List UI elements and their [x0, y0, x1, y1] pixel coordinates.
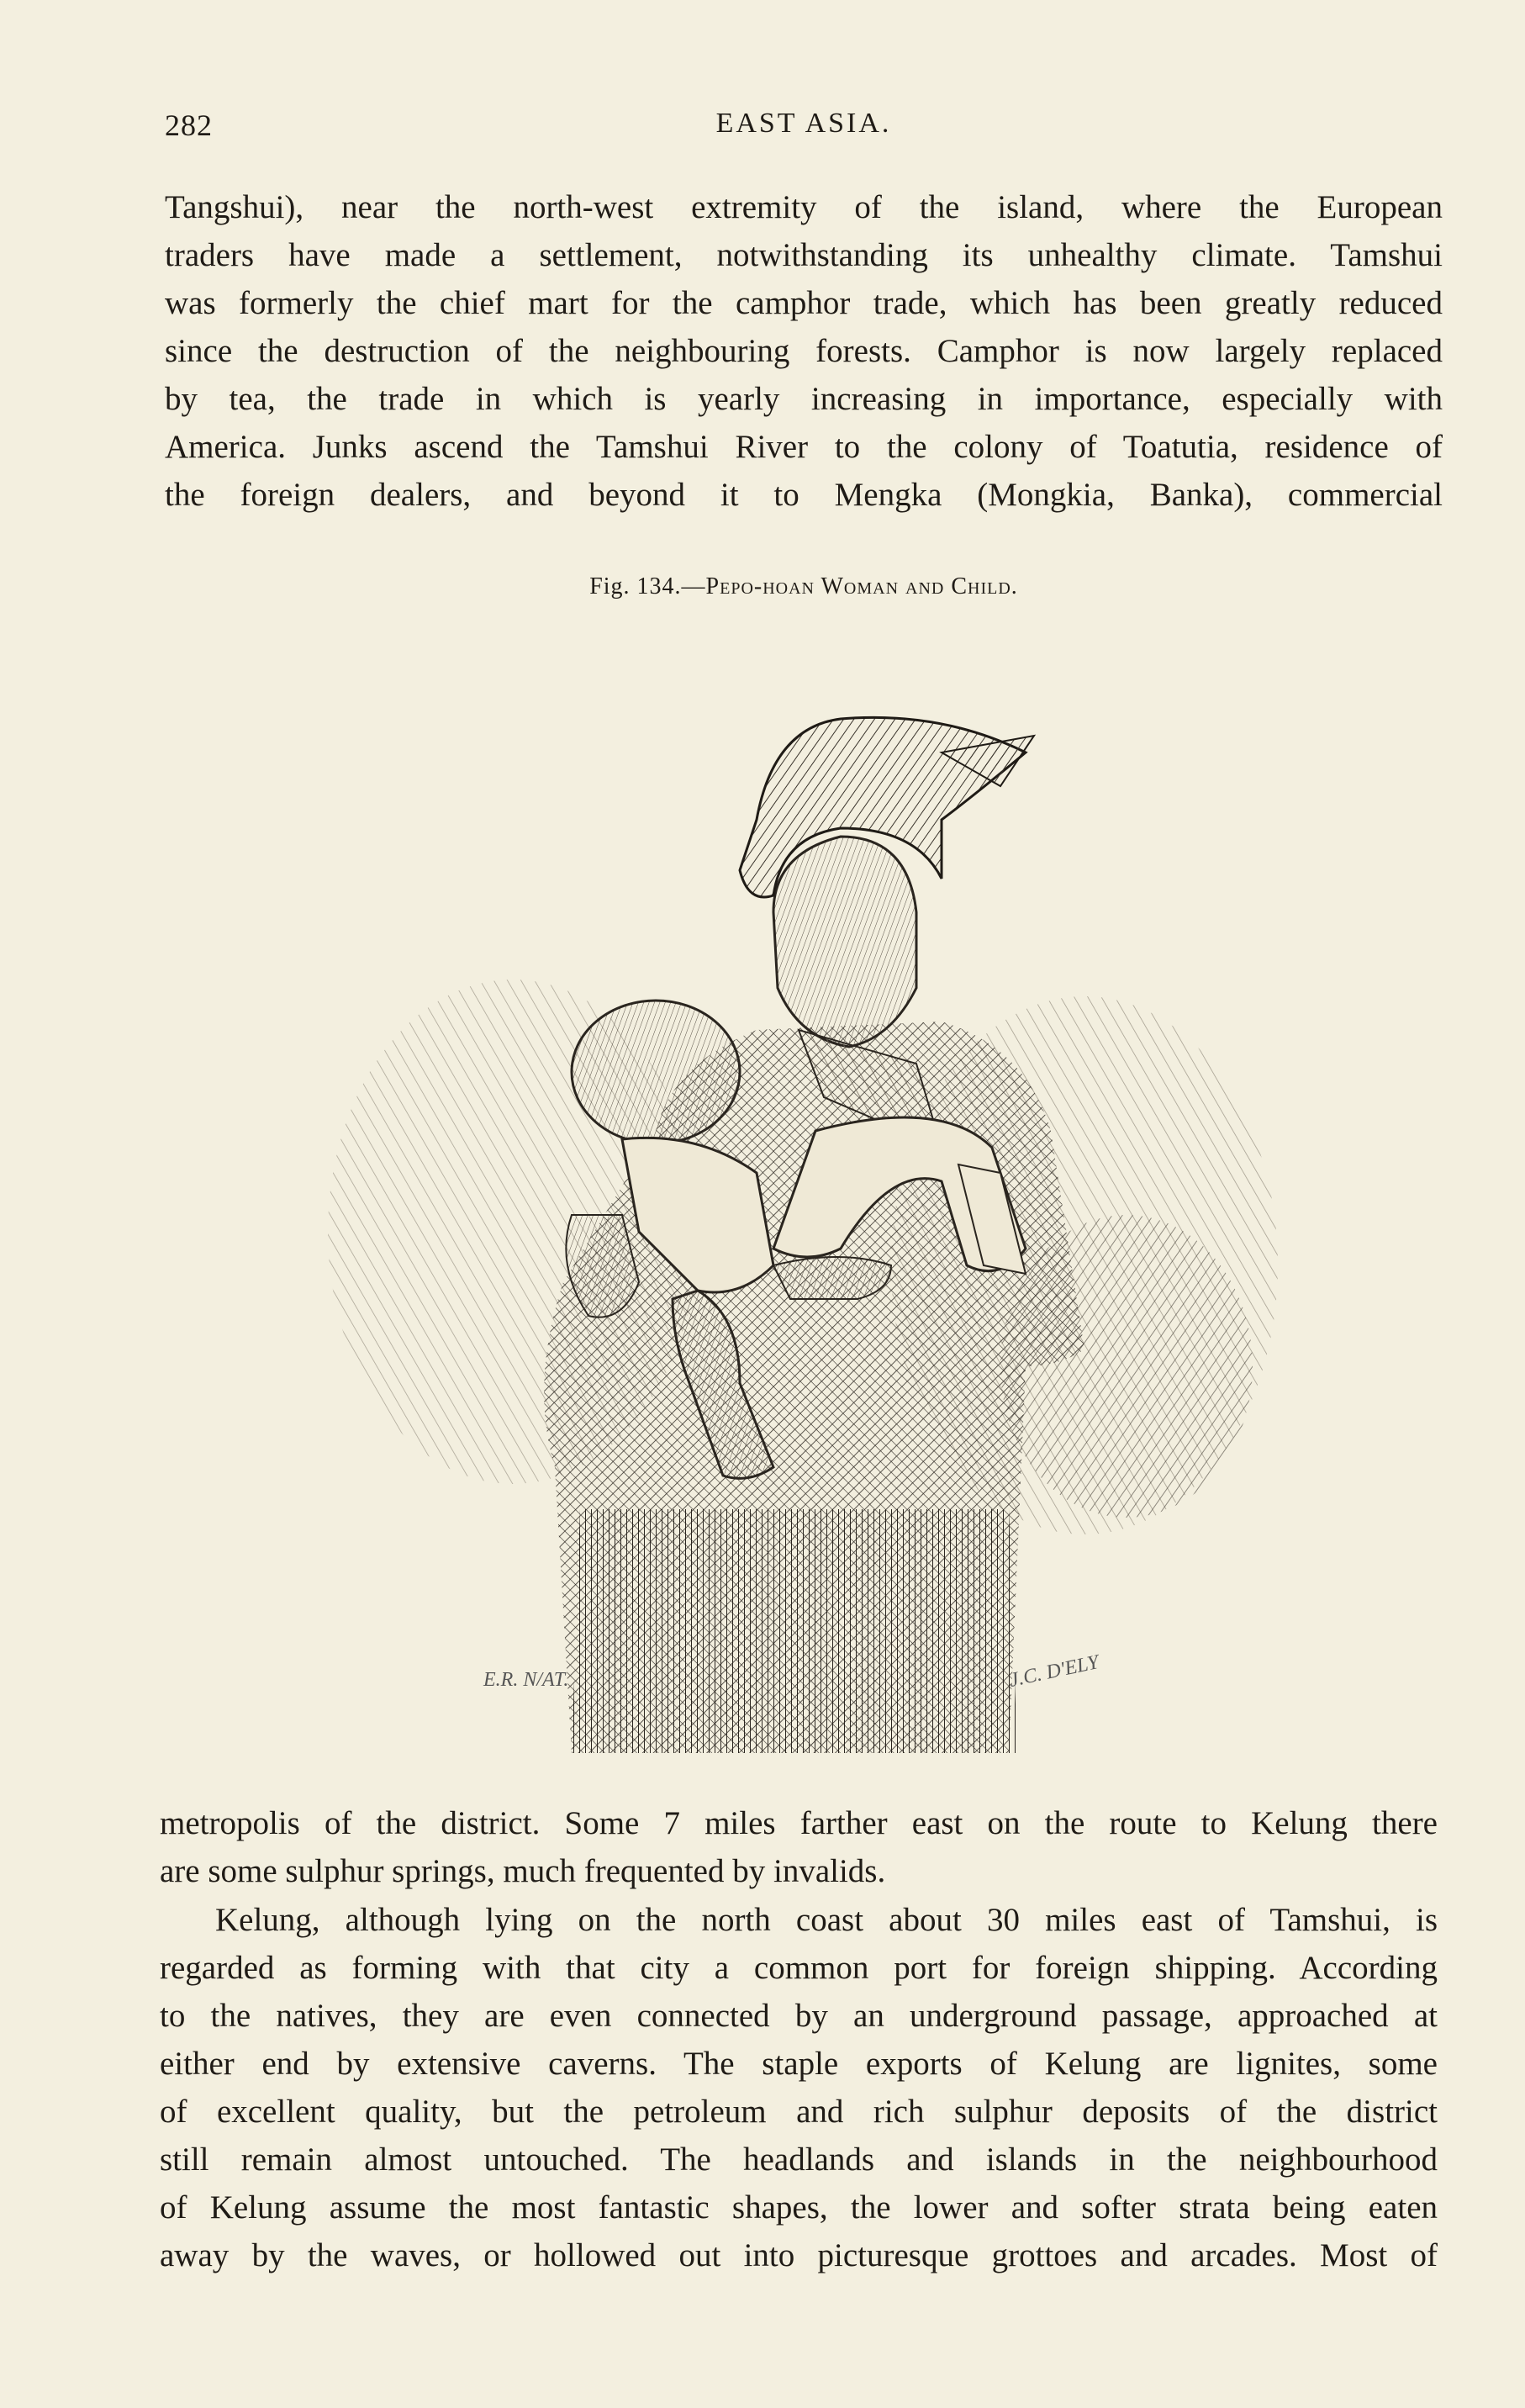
- bottom-paragraph-2: [160, 1896, 1438, 2279]
- text-line: to the natives, they are even connected by an underground passage, approached at: [160, 1998, 1438, 2034]
- text-line: was formerly the chief mart for the camphor trade, which has been greatly reduced: [165, 285, 1443, 321]
- text-line: are some sulphur springs, much frequented by invalids.: [160, 1853, 886, 1889]
- text-line: still remain almost untouched. The headlands and islands in the neighbourhood: [160, 2141, 1438, 2178]
- text-line: away by the waves, or hollowed out into picturesque grottoes and arcades. Most of: [160, 2237, 1438, 2273]
- engraver-signature-left: E.R. N/AT.: [483, 1669, 569, 1691]
- running-head: EAST ASIA.: [715, 108, 892, 139]
- engraving-illustration: [303, 626, 1278, 1753]
- text-line: regarded as forming with that city a common port for foreign shipping. According: [160, 1950, 1438, 1986]
- text-line: either end by extensive caverns. The staple exports of Kelung are lignites, some: [160, 2046, 1438, 2082]
- figure-title: Pepo-hoan Woman and Child.: [705, 573, 1018, 599]
- engraver-signature-right: J.C. D'ELY: [1007, 1651, 1101, 1692]
- text-line: by tea, the trade in which is yearly increasing in importance, especially with: [165, 381, 1443, 417]
- text-line: America. Junks ascend the Tamshui River to the colony of Toatutia, residence of: [165, 429, 1443, 465]
- engraving-svg: [303, 626, 1278, 1753]
- top-paragraph: [165, 183, 1443, 519]
- page-header: [165, 108, 1443, 150]
- text-line: the foreign dealers, and beyond it to Mengka (Mongkia, Banka), commercial: [165, 477, 1443, 513]
- page-number: 282: [165, 108, 213, 142]
- figure-caption: [165, 573, 1443, 600]
- text-line: of excellent quality, but the petroleum and rich sulphur deposits of the district: [160, 2094, 1438, 2130]
- text-line: metropolis of the district. Some 7 miles farther east on the route to Kelung there: [160, 1805, 1438, 1841]
- text-line: traders have made a settlement, notwithstanding its unhealthy climate. Tamshui: [165, 237, 1443, 273]
- bottom-paragraph-1: [160, 1799, 1438, 1895]
- text-line: Tangshui), near the north-west extremity of the island, where the European: [165, 189, 1443, 225]
- text-line: of Kelung assume the most fantastic shapes, the lower and softer strata being eaten: [160, 2189, 1438, 2226]
- text-line: Kelung, although lying on the north coast about 30 miles east of Tamshui, is: [215, 1902, 1438, 1938]
- text-line: since the destruction of the neighbouring forests. Camphor is now largely replaced: [165, 333, 1443, 369]
- figure-number: Fig. 134.—: [589, 573, 706, 599]
